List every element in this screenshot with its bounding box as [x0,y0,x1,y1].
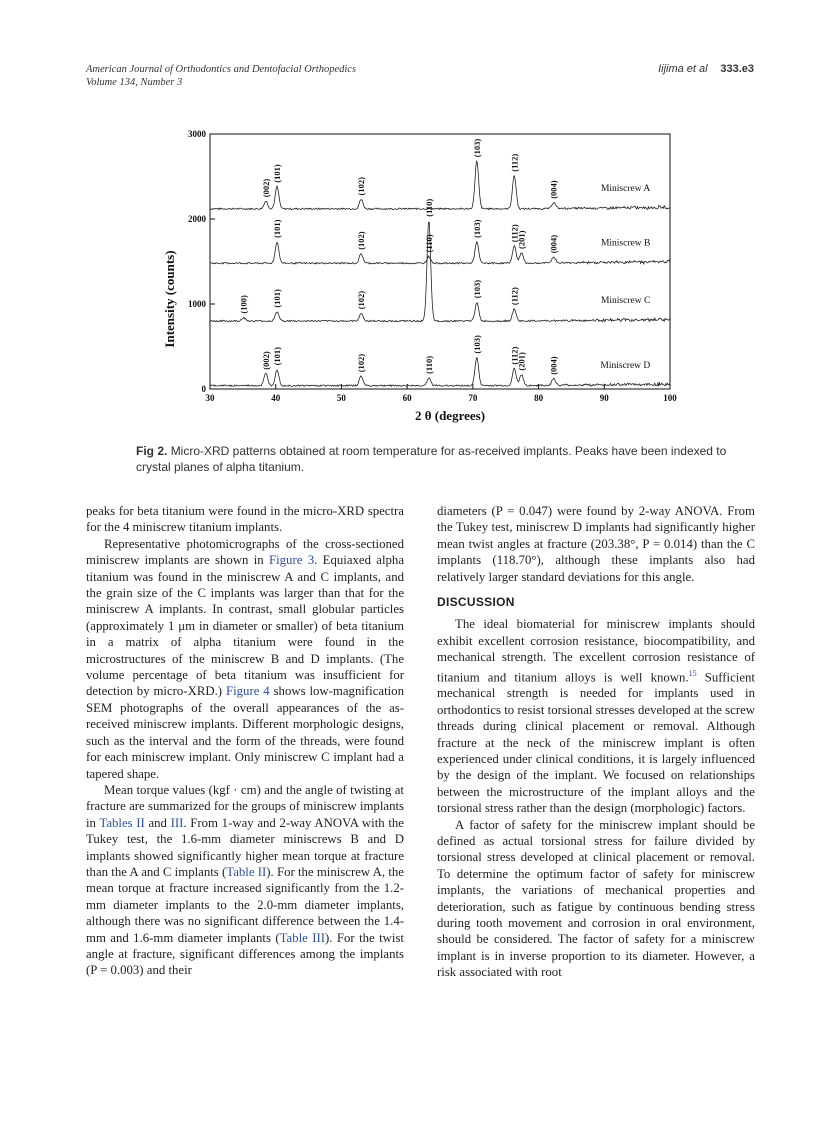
peak-label: (102) [356,231,367,250]
xrd-chart [150,122,690,452]
peak-label: (004) [548,356,559,375]
body-column-left [86,503,404,979]
peak-label: (103) [471,138,482,158]
peak-label: (201) [516,352,527,371]
figure-link[interactable]: Figure 3 [268,553,315,568]
table-link[interactable]: Table II [226,864,267,879]
peak-label: (102) [356,177,367,196]
series-label: Miniscrew A [600,183,651,194]
table-link[interactable]: III [170,815,184,830]
peak-label: (004) [548,180,559,199]
peak-label: (004) [548,234,559,254]
peak-label: (110) [423,198,434,217]
paragraph: peaks for beta titanium were found in the micro-XRD spectra for the 4 miniscrew titanium implants. [86,504,404,535]
peak-label: (101) [272,164,282,183]
peak-label: (103) [471,219,482,238]
peak-label: (103) [471,279,482,299]
peak-label: (002) [260,178,271,198]
peak-label: (201) [516,230,527,249]
y-tick-label: 3000 [188,129,206,139]
page-number: 333.e3 [720,63,754,75]
y-axis-label: Intensity (counts) [162,250,177,348]
section-heading: DISCUSSION [437,595,515,610]
peak-label: (112) [509,287,520,306]
x-tick-label: 100 [663,393,677,403]
table-link[interactable]: Table III [279,930,326,945]
peak-label: (102) [356,290,367,310]
y-tick-label: 0 [201,384,206,394]
paragraph: A factor of safety for the miniscrew implant should be defined as actual torsional stress for failure divided by torsional stress developed at clinical placement or removal. To determine the optimum factor of safety for miniscrew implants, the variations of mechanical properties and deterioration, such as fatigue by continuous bending stress during tooth movement and corrosion in oral environment, should be considered. The factor of safety for a miniscrew implant is in inverse proportion to its diameter. However, a risk associated with root [437,817,755,980]
x-tick-label: 70 [468,393,478,403]
table-link[interactable]: Tables II [99,815,145,830]
x-tick-label: 50 [336,393,346,403]
journal-header [86,63,356,89]
peak-label: (101) [272,289,282,308]
peak-label: (101) [272,346,282,366]
series-label: Miniscrew C [600,296,651,307]
paragraph: diameters (P = 0.047) were found by 2-way ANOVA. From the Tukey test, miniscrew D implants had significantly higher mean twist angles at fracture (203.38°, P = 0.014) than the C implants (118.70°), although these implants also had relatively larger standard deviations for this angle. [437,504,755,584]
peak-label: (102) [356,353,367,373]
figure-caption [136,443,736,475]
x-axis-label: 2 θ (degrees) [414,408,486,423]
x-tick-label: 80 [534,393,544,403]
citation-link[interactable]: 15 [688,668,697,678]
paragraph: Mean torque values (kgf · cm) and the angle of twisting at fracture are summarized for the groups of miniscrew implants in Tables II and III. From 1-way and 2-way ANOVA with the Tukey test, the 1.6-mm diameter miniscrews B and D implants showed significantly higher mean torque at fracture than the A and C implants (Table II). For the miniscrew A, the mean torque at fracture increased significantly from the 1.2-mm diameter implants to the 2.0-mm diameter implants, although there was no significant difference between the 1.4-mm and 1.6-mm diameter implants (Table III). For the twist angle at fracture, significant differences among the implants (P = 0.003) and their [86,782,404,978]
peak-label: (110) [423,355,434,374]
journal-title: American Journal of Orthodontics and Dentofacial Orthopedics [86,64,357,75]
figure-caption-text: Micro-XRD patterns obtained at room temperature for as-received implants. Peaks have been indexed to crystal planes of alpha titanium. [136,444,727,474]
series-label: Miniscrew D [600,360,651,371]
y-tick-label: 1000 [188,299,206,309]
peak-label: (100) [238,295,249,314]
x-tick-label: 40 [271,393,281,403]
running-authors: Iijima et al [658,63,708,75]
paragraph: The ideal biomaterial for miniscrew implants should exhibit excellent corrosion resistance, biocompatibility, and mechanical strength. The excellent corrosion resistance of titanium and titanium alloys is well known.$^{15}$ Sufficient mechanical strength is needed for implants used in orthodontics to resist torsional stresses developed at the screw threads during clinical placement or removal. Although fracture at the neck of the miniscrew implant is often experienced under clinical conditions, it is largely influenced by the design of the implant. We focused on relationships between the microstructure of the implant alloys and the torsional stress rather than the design (morphologic) factors. [437,617,755,816]
x-tick-label: 60 [402,393,412,403]
journal-volume: Volume 134, Number 3 [86,77,183,88]
x-tick-label: 30 [205,393,215,403]
peak-label: (112) [509,346,520,365]
paragraph: Representative photomicrographs of the cross-sectioned miniscrew implants are shown in Figure 3. Equiaxed alpha titanium was found in the miniscrew A and C implants, and the grain size of the C implants was larger than that for the miniscrew A implants. In contrast, small globular particles (approximately 1 μm in diameter or smaller) of beta titanium in a matrix of alpha titanium were found in the microstructures of the miniscrew B and D implants. (The volume percentage of beta titanium was insufficient for detection by micro-XRD.) Figure 4 shows low-magnification SEM photographs of the overall appearances of the as-received miniscrew implants. Different morphologic designs, such as the interval and the form of the threads, were found for each miniscrew implant. Only miniscrew C implant had a tapered shape. [86,536,405,781]
peak-label: (112) [509,224,520,243]
peak-label: (101) [272,219,282,238]
body-column-right [437,503,755,981]
series-label: Miniscrew B [600,238,651,249]
page-header-right [658,63,754,75]
peak-label: (002) [260,351,271,370]
peak-label: (110) [423,234,434,253]
figure-link[interactable]: Figure 4 [225,684,270,699]
y-tick-label: 2000 [188,214,206,224]
peak-label: (103) [471,335,482,354]
x-tick-label: 90 [599,393,609,403]
peak-label: (112) [509,153,520,172]
figure-label: Fig 2. [136,444,168,458]
